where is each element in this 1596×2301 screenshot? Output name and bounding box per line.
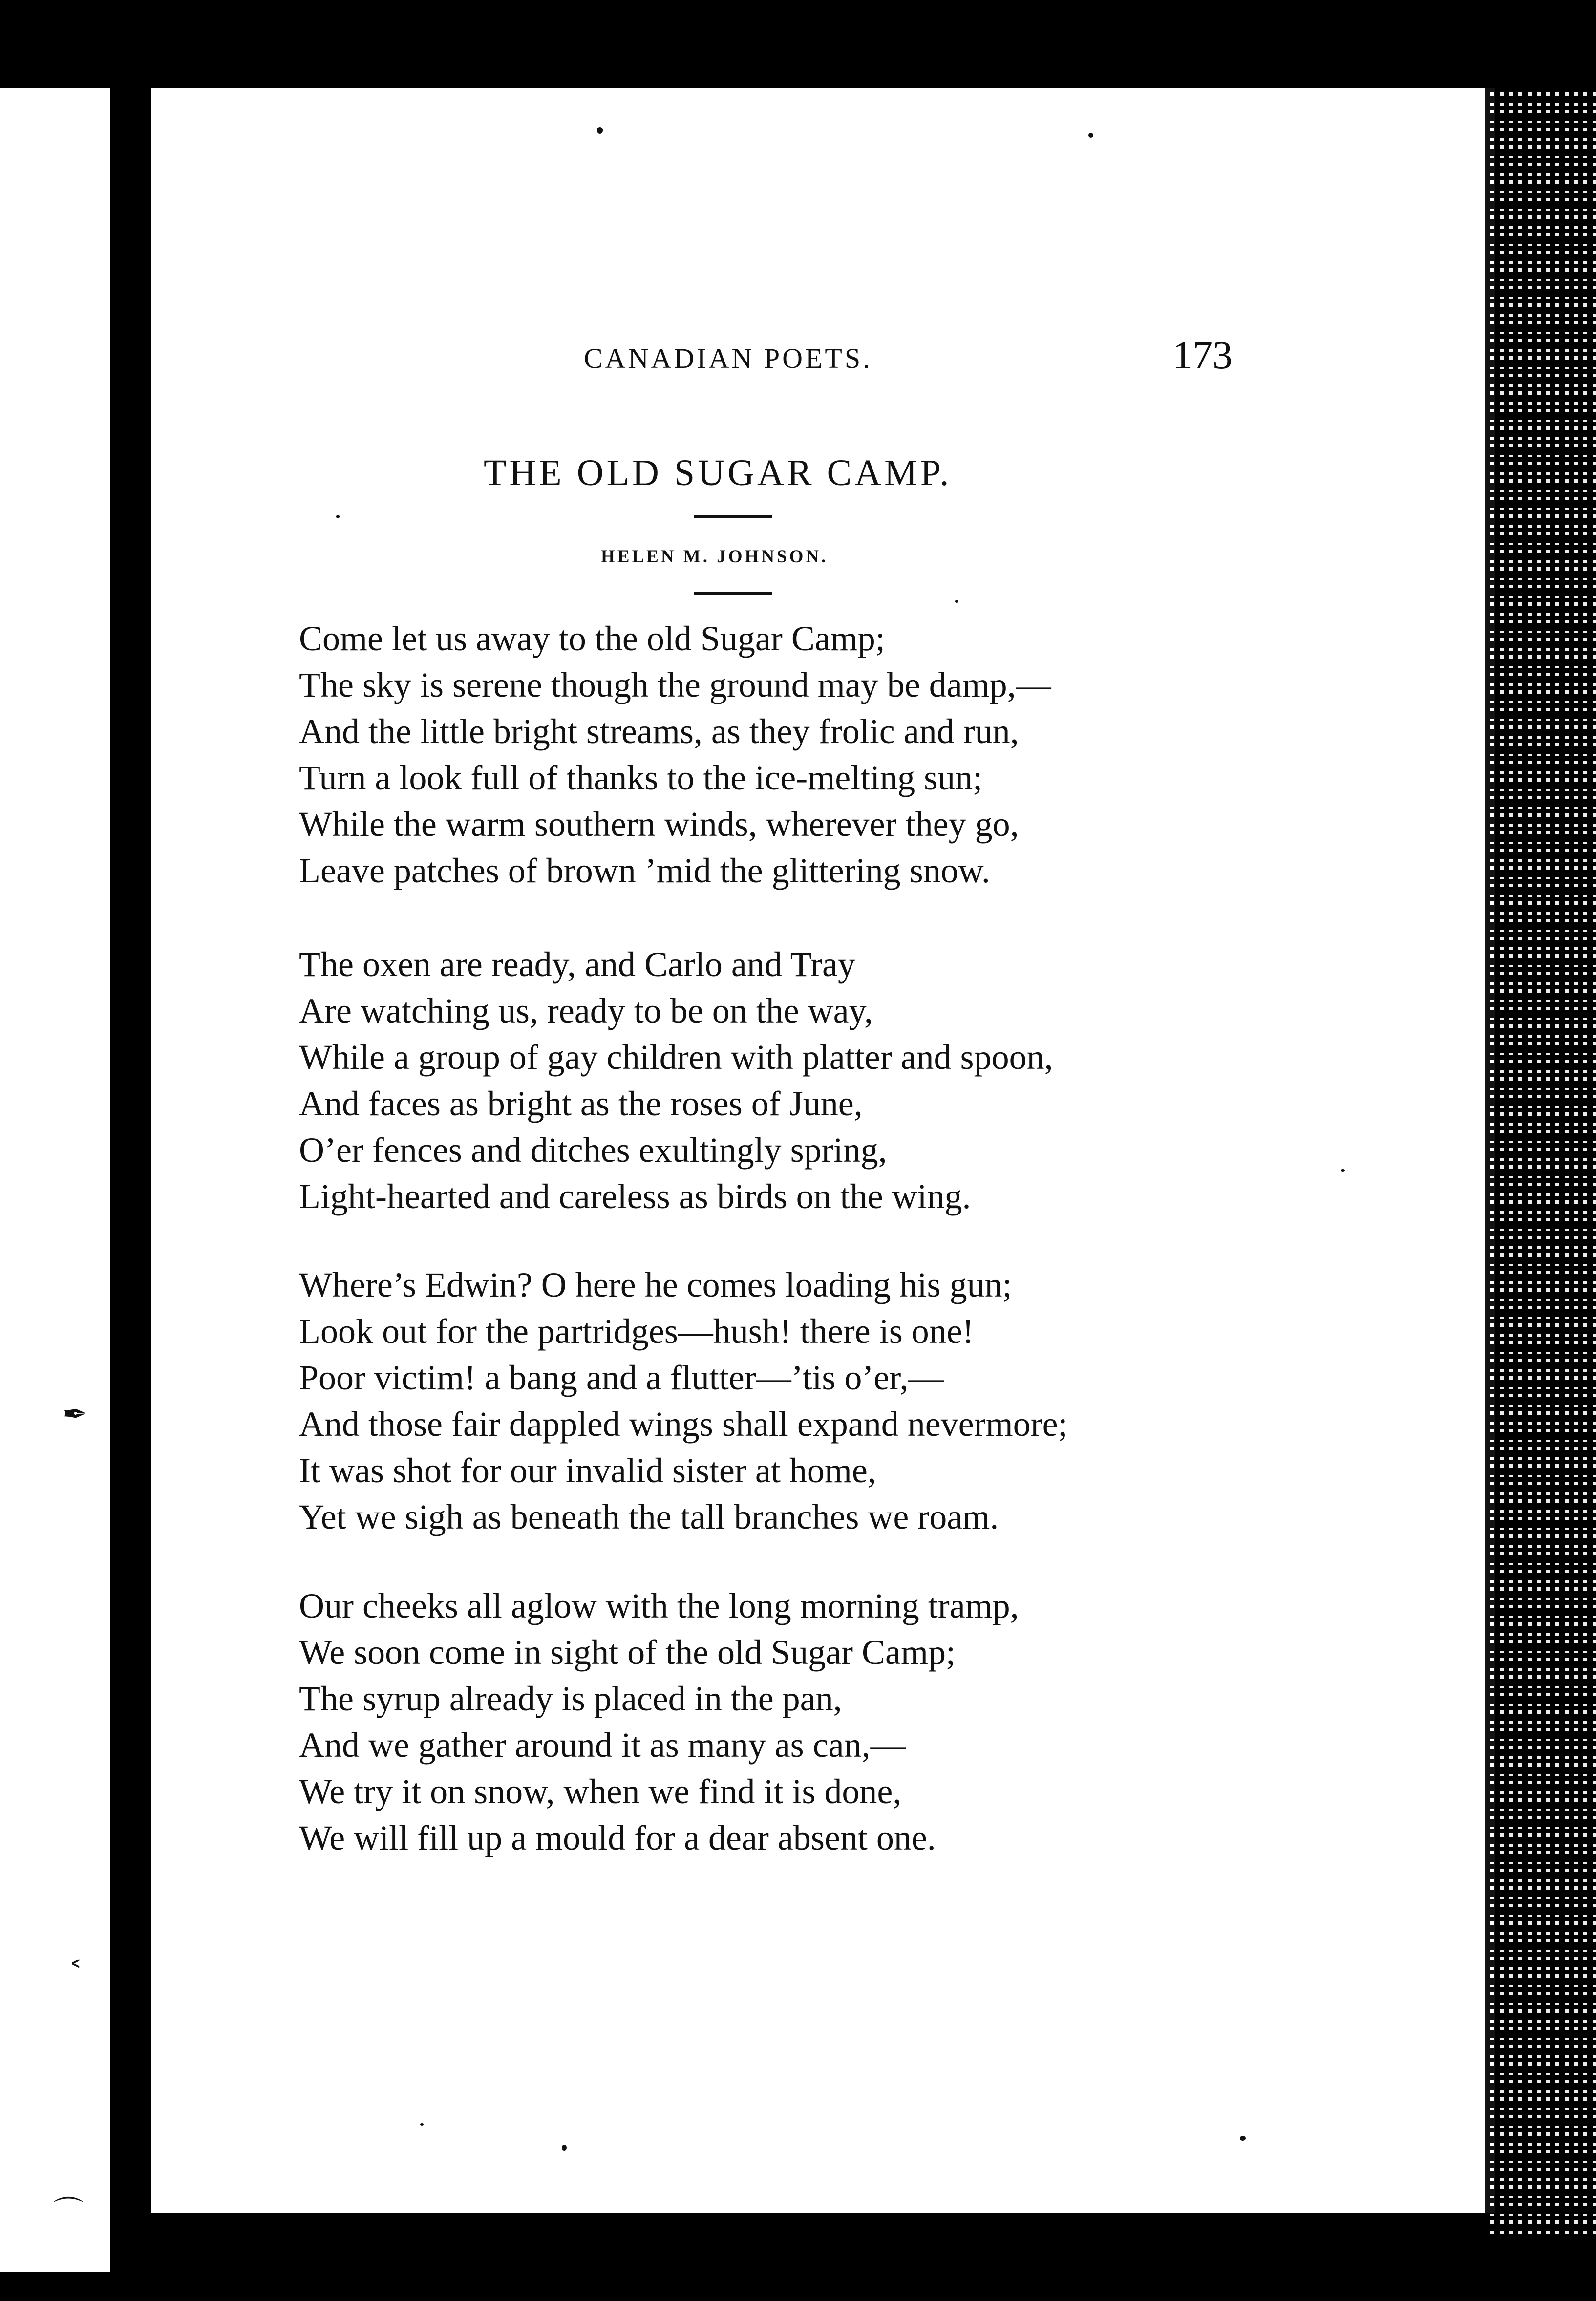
poem-line: We try it on snow, when we find it is done, — [299, 1772, 902, 1811]
margin-mark: ˂ — [68, 1957, 83, 1991]
poem-line: The syrup already is placed in the pan, — [299, 1679, 842, 1718]
poem-line: We soon come in sight of the old Sugar Camp; — [299, 1633, 956, 1672]
scan-speck — [336, 515, 340, 518]
poem-line: The oxen are ready, and Carlo and Tray — [299, 945, 855, 984]
poem-line: Poor victim! a bang and a flutter—’tis o’er,— — [299, 1358, 944, 1397]
poem-line: And faces as bright as the roses of June, — [299, 1084, 863, 1123]
scan-speck — [562, 2145, 567, 2151]
poem-line: The sky is serene though the ground may be damp,— — [299, 665, 1051, 704]
poem-line: While the warm southern winds, wherever they go, — [299, 805, 1019, 844]
page-edge-texture — [1485, 88, 1596, 2237]
poem-line: We will fill up a mould for a dear absent one. — [299, 1818, 936, 1857]
stanza-3 — [299, 1262, 1374, 1540]
scan-speck — [1240, 2136, 1246, 2141]
poem-line: Light-hearted and careless as birds on the wing. — [299, 1177, 971, 1216]
poem-line: Leave patches of brown ’mid the glittering snow. — [299, 851, 990, 890]
stanza-4 — [299, 1583, 1374, 1861]
scan-speck — [955, 600, 958, 603]
margin-mark: ✒ — [63, 1397, 87, 1431]
scan-speck — [597, 127, 603, 134]
poem-line: And those fair dappled wings shall expand nevermore; — [299, 1405, 1068, 1444]
poem-line: O’er fences and ditches exultingly spring, — [299, 1130, 887, 1170]
title-rule-bottom — [694, 592, 772, 595]
poem-title: THE OLD SUGAR CAMP. — [484, 452, 952, 493]
poem-line: Turn a look full of thanks to the ice-melting sun; — [299, 758, 983, 797]
poem-author: HELEN M. JOHNSON. — [601, 547, 829, 567]
poem-line: Look out for the partridges—hush! there is one! — [299, 1312, 974, 1351]
scan-speck — [420, 2123, 424, 2126]
poem-line: Yet we sigh as beneath the tall branches we roam. — [299, 1497, 999, 1536]
poem-line: And we gather around it as many as can,— — [299, 1726, 906, 1765]
poem-line: And the little bright streams, as they frolic and run, — [299, 712, 1019, 751]
poem-line: While a group of gay children with platter and spoon, — [299, 1038, 1053, 1077]
poem-line: It was shot for our invalid sister at home, — [299, 1451, 876, 1490]
page-number: 173 — [1172, 333, 1233, 377]
scan-speck — [1088, 133, 1093, 138]
title-rule-top — [694, 515, 772, 518]
stanza-1 — [299, 616, 1374, 894]
poem-line: Come let us away to the old Sugar Camp; — [299, 619, 885, 658]
facing-page-strip — [0, 88, 110, 2272]
scan-speck — [1341, 1169, 1345, 1172]
poem-line: Are watching us, ready to be on the way, — [299, 991, 873, 1030]
running-head: CANADIAN POETS. — [584, 342, 872, 374]
poem-line: Where’s Edwin? O here he comes loading his gun; — [299, 1265, 1012, 1304]
poem-line: Our cheeks all aglow with the long morning tramp, — [299, 1586, 1019, 1625]
stanza-2 — [299, 941, 1374, 1220]
margin-mark: ⌒ — [54, 2195, 83, 2229]
